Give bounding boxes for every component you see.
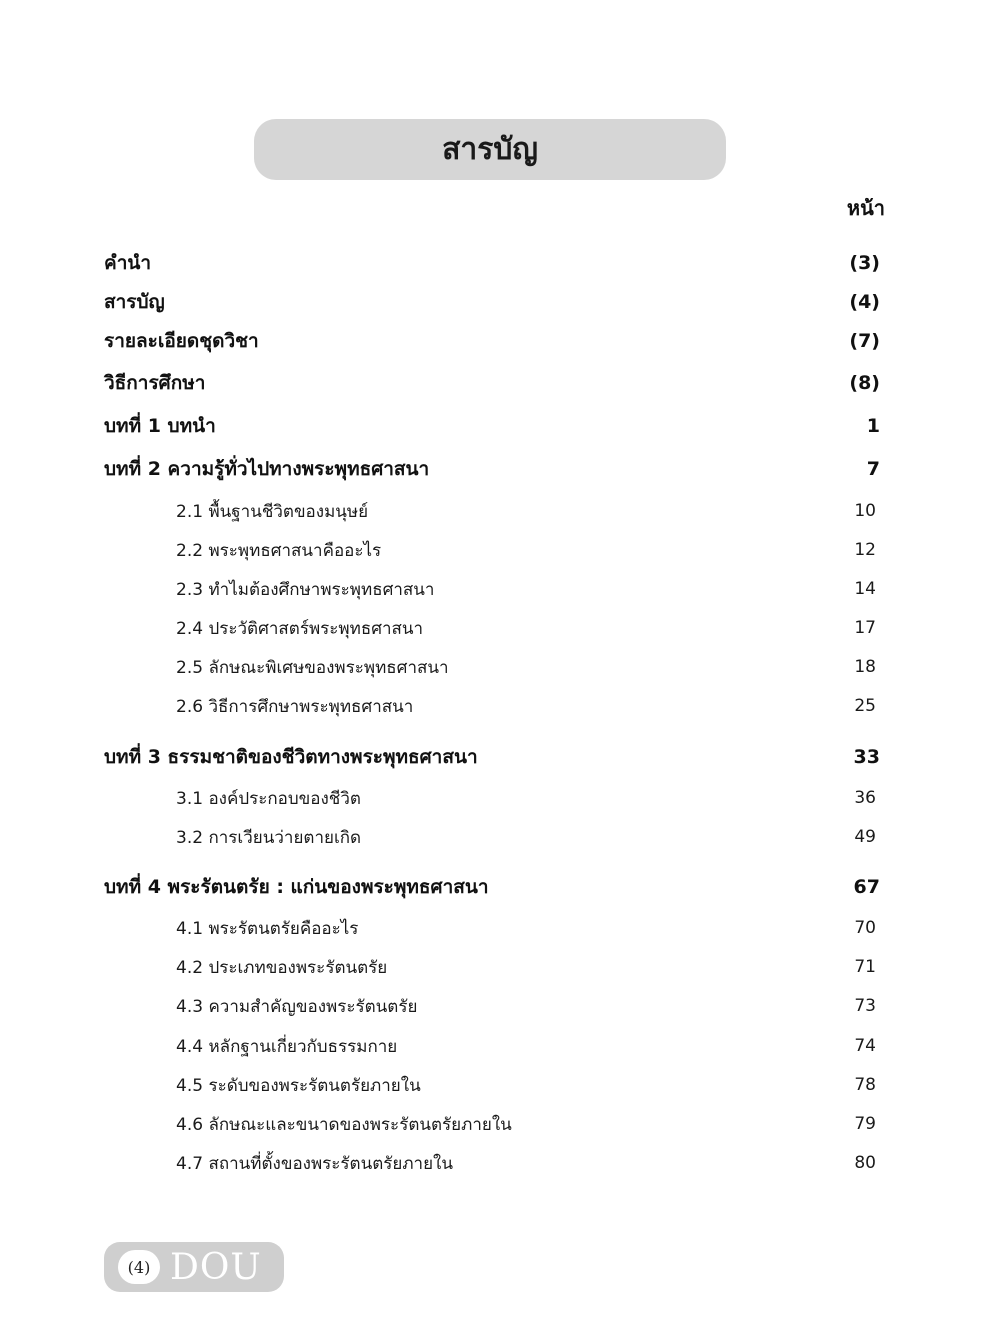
toc-entry-page: 1 [866, 415, 880, 437]
toc-entry-page: 49 [854, 827, 876, 847]
footer-page-number: (4) [118, 1250, 160, 1284]
toc-entry-page: 36 [854, 788, 876, 808]
toc-entry-preface[interactable] [104, 248, 880, 278]
toc-section-4-2[interactable] [176, 952, 876, 982]
toc-entry-label: 2.3 ทำไมต้องศึกษาพระพุทธศาสนา [176, 579, 435, 600]
toc-entry-page: 10 [854, 501, 876, 521]
page-column-header: หน้า [846, 196, 885, 220]
toc-entry-label: 4.5 ระดับของพระรัตนตรัยภายใน [176, 1075, 421, 1096]
toc-section-2-6[interactable] [176, 691, 876, 721]
toc-section-2-3[interactable] [176, 574, 876, 604]
toc-chapter-4[interactable] [104, 872, 880, 902]
toc-entry-page: 33 [853, 746, 880, 768]
toc-chapter-1[interactable] [104, 411, 880, 441]
toc-section-4-5[interactable] [176, 1070, 876, 1100]
toc-entry-page: (8) [849, 372, 880, 394]
toc-entry-page: 12 [854, 540, 876, 560]
toc-entry-study-method[interactable] [104, 368, 880, 398]
toc-entry-page: 73 [854, 996, 876, 1016]
toc-entry-page: 25 [854, 696, 876, 716]
toc-section-2-5[interactable] [176, 652, 876, 682]
toc-entry-label: รายละเอียดชุดวิชา [104, 330, 259, 352]
toc-section-2-2[interactable] [176, 535, 876, 565]
toc-entry-label: วิธีการศึกษา [104, 372, 206, 394]
toc-section-2-1[interactable] [176, 496, 876, 526]
toc-entry-label: 2.5 ลักษณะพิเศษของพระพุทธศาสนา [176, 657, 449, 678]
toc-entry-page: 71 [854, 957, 876, 977]
toc-entry-label: บทที่ 1 บทนำ [104, 415, 216, 437]
toc-entry-label: บทที่ 2 ความรู้ทั่วไปทางพระพุทธศาสนา [104, 458, 430, 480]
toc-entry-page: 74 [854, 1036, 876, 1056]
toc-entry-label: 3.2 การเวียนว่ายตายเกิด [176, 827, 362, 848]
toc-section-4-6[interactable] [176, 1109, 876, 1139]
toc-entry-page: 14 [854, 579, 876, 599]
toc-entry-label: บทที่ 4 พระรัตนตรัย : แก่นของพระพุทธศาสนา [104, 876, 489, 898]
toc-entry-page: 80 [854, 1153, 876, 1173]
toc-entry-page: (4) [849, 291, 880, 313]
page-footer-badge [104, 1242, 284, 1292]
toc-entry-page: 18 [854, 657, 876, 677]
toc-entry-label: 4.7 สถานที่ตั้งของพระรัตนตรัยภายใน [176, 1153, 453, 1174]
toc-entry-page: 17 [854, 618, 876, 638]
toc-entry-label: บทที่ 3 ธรรมชาติของชีวิตทางพระพุทธศาสนา [104, 746, 478, 768]
toc-entry-label: 4.3 ความสำคัญของพระรัตนตรัย [176, 996, 418, 1017]
toc-entry-page: 7 [866, 458, 880, 480]
toc-entry-contents[interactable] [104, 287, 880, 317]
toc-section-4-4[interactable] [176, 1031, 876, 1061]
toc-entry-page: 78 [854, 1075, 876, 1095]
toc-title: สารบัญ [442, 132, 538, 167]
toc-title-box [254, 119, 726, 180]
toc-entry-label: สารบัญ [104, 291, 165, 313]
toc-entry-label: คำนำ [104, 252, 152, 274]
toc-section-2-4[interactable] [176, 613, 876, 643]
toc-entry-label: 4.6 ลักษณะและขนาดของพระรัตนตรัยภายใน [176, 1114, 512, 1135]
toc-chapter-2[interactable] [104, 454, 880, 484]
toc-section-4-3[interactable] [176, 991, 876, 1021]
toc-section-3-1[interactable] [176, 783, 876, 813]
footer-brand-logo: DOU [170, 1246, 262, 1288]
toc-entry-course-details[interactable] [104, 326, 880, 356]
toc-entry-label: 3.1 องค์ประกอบของชีวิต [176, 788, 361, 809]
toc-entry-label: 4.1 พระรัตนตรัยคืออะไร [176, 918, 359, 939]
toc-section-4-7[interactable] [176, 1148, 876, 1178]
toc-entry-label: 2.1 พื้นฐานชีวิตของมนุษย์ [176, 501, 369, 522]
toc-entry-label: 2.6 วิธีการศึกษาพระพุทธศาสนา [176, 696, 414, 717]
toc-entry-label: 4.4 หลักฐานเกี่ยวกับธรรมกาย [176, 1036, 398, 1057]
toc-section-3-2[interactable] [176, 822, 876, 852]
toc-entry-label: 2.4 ประวัติศาสตร์พระพุทธศาสนา [176, 618, 424, 639]
toc-entry-label: 2.2 พระพุทธศาสนาคืออะไร [176, 540, 382, 561]
toc-section-4-1[interactable] [176, 913, 876, 943]
toc-entry-page: (3) [849, 252, 880, 274]
toc-entry-page: (7) [849, 330, 880, 352]
toc-entry-page: 67 [853, 876, 880, 898]
toc-chapter-3[interactable] [104, 742, 880, 772]
toc-entry-page: 70 [854, 918, 876, 938]
toc-entry-label: 4.2 ประเภทของพระรัตนตรัย [176, 957, 388, 978]
toc-entry-page: 79 [854, 1114, 876, 1134]
